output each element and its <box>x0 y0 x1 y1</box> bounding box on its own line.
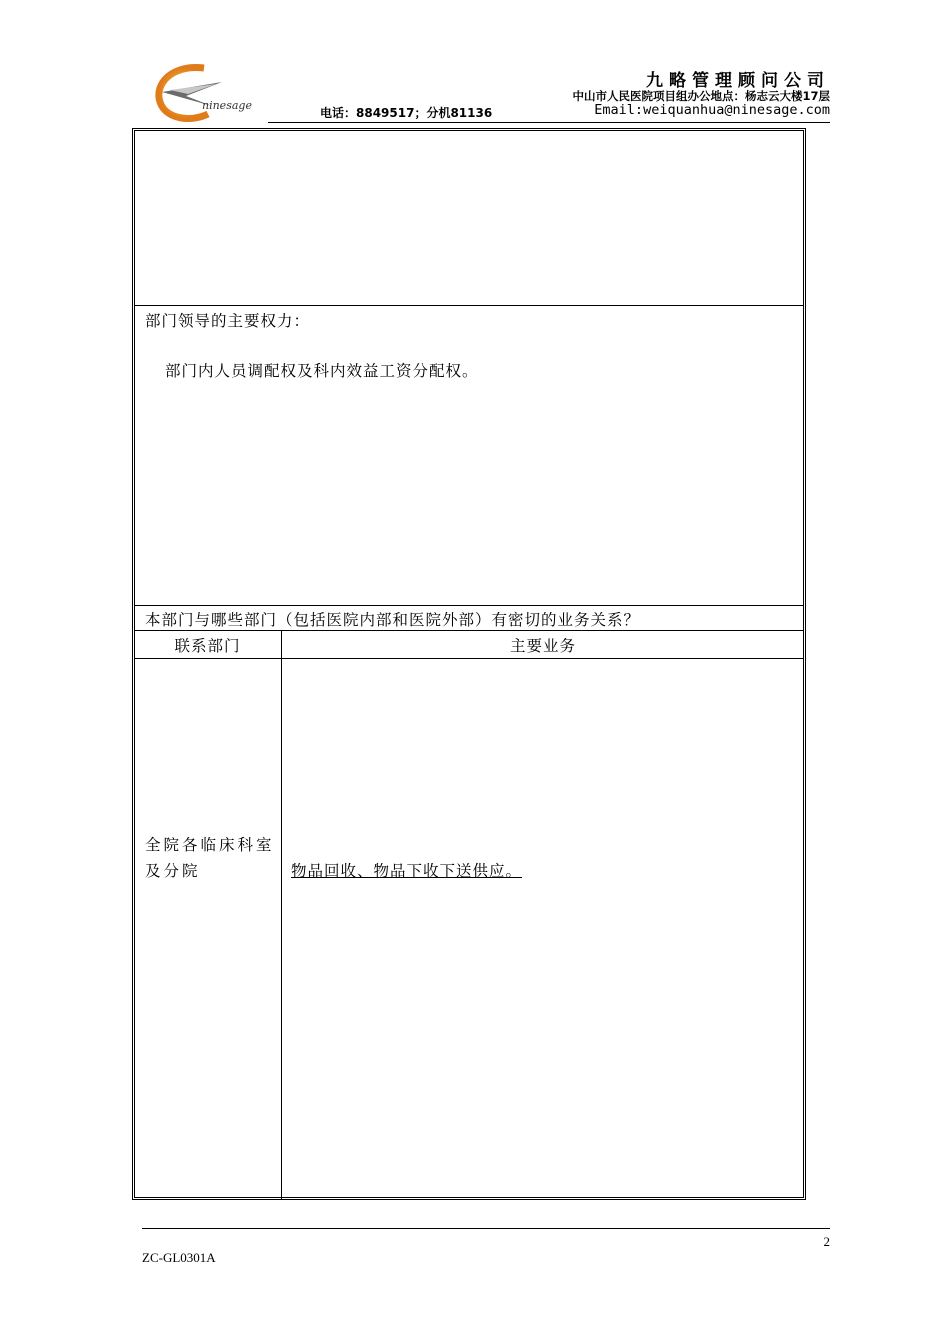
company-address: 中山市人民医院项目组办公地点：杨志云大楼17层 <box>572 89 830 103</box>
col-header-department: 联系部门 <box>174 637 241 655</box>
relation-business: 物品回收、物品下收下送供应。 <box>291 862 523 880</box>
row-divider <box>135 305 803 306</box>
company-email: Email:weiquanhua@ninesage.com <box>594 102 830 118</box>
company-logo <box>152 62 264 124</box>
relation-department: 全院各临床科室及分院 <box>145 836 275 880</box>
row-divider <box>135 630 803 631</box>
row-divider <box>135 658 803 659</box>
row-divider <box>135 605 803 606</box>
document-code: ZC-GL0301A <box>142 1250 216 1265</box>
column-divider <box>281 630 282 1200</box>
company-phone: 电话：8849517；分机81136 <box>320 106 493 120</box>
logo-wordmark: ninesage <box>202 99 252 112</box>
powers-text: 部门内人员调配权及科内效益工资分配权。 <box>165 362 479 380</box>
header-divider <box>268 122 830 123</box>
footer-divider <box>142 1228 830 1229</box>
page-number: 2 <box>823 1234 830 1249</box>
relations-title: 本部门与哪些部门（包括医院内部和医院外部）有密切的业务关系？ <box>145 611 641 629</box>
col-header-business: 主要业务 <box>509 637 576 655</box>
company-name: 九略管理顾问公司 <box>646 71 830 91</box>
powers-title: 部门领导的主要权力： <box>145 312 311 330</box>
form-table <box>132 128 806 1200</box>
